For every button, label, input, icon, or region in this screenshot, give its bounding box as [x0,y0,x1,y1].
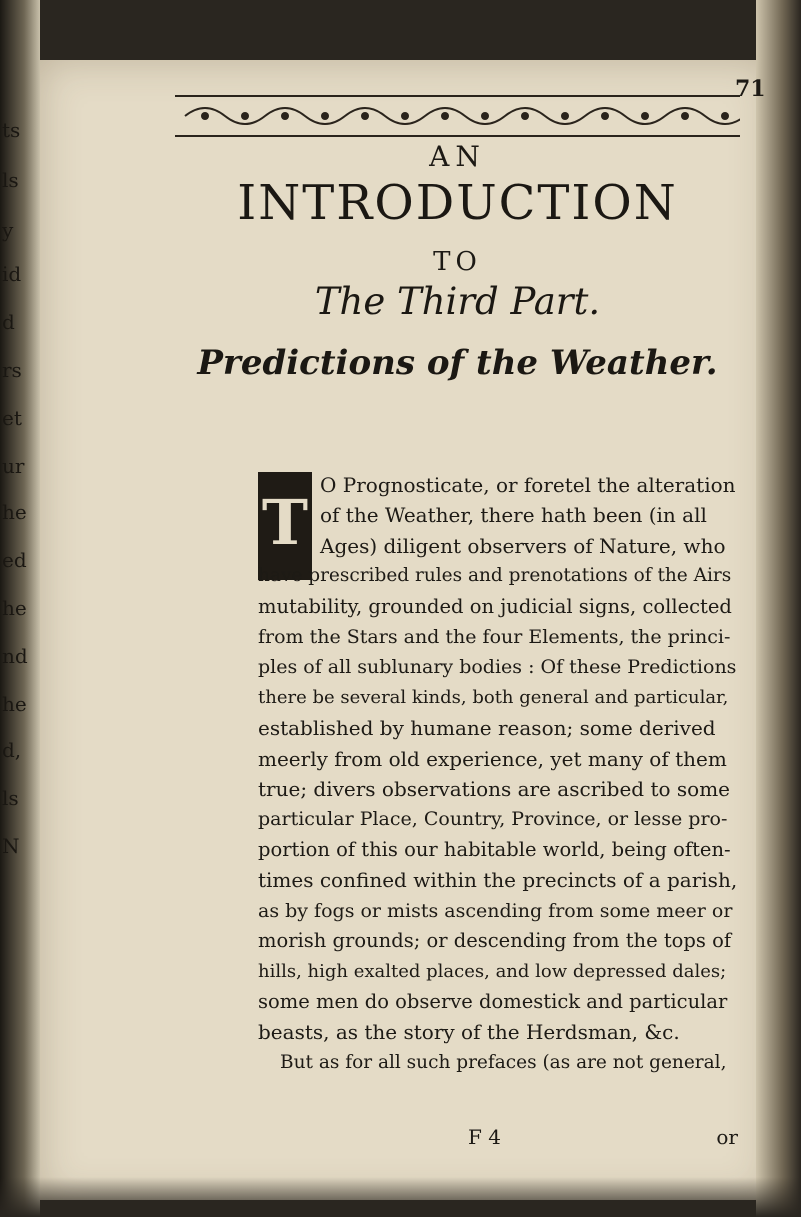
catchword: or [716,1125,738,1149]
edge-fragment: ed [2,548,27,572]
edge-fragment: he [2,692,27,716]
text-line: times confined within the precincts of a parish, [258,868,738,893]
ornament-band [175,95,740,137]
body-paragraph [258,470,738,1078]
edge-fragment: d, [2,738,22,762]
text-line: Ages) diligent observers of Nature, who [320,533,726,558]
text-line: meerly from old experience, yet many of them [258,746,727,771]
edge-fragment: he [2,500,27,524]
text-line: established by humane reason; some derived [258,716,716,741]
edge-fragment: et [2,406,22,430]
text-line: there be several kinds, both general and particular, [258,686,729,708]
text-line: portion of this our habitable world, being often- [258,837,731,861]
edge-fragment: N [2,834,20,858]
page-gutter-shadow [756,0,801,1217]
text-line: some men do observe domestick and particular [258,989,728,1013]
heading-an: AN [429,140,486,173]
text-line: mutability, grounded on judicial signs, collected [258,594,732,618]
edge-fragment: id [2,262,22,286]
text-line: O Prognosticate, or foretel the alteration [320,473,736,497]
text-line: beasts, as the story of the Herdsman, &c. [258,1020,680,1045]
edge-fragment: rs [2,358,22,382]
edge-fragment: ts [2,118,21,142]
heading-subject: Predictions of the Weather. [197,343,718,383]
edge-fragment: ls [2,786,19,810]
heading-to: TO [433,247,482,277]
facing-page-edge [0,0,40,1217]
ornament-pattern [175,97,740,135]
text-line: have prescribed rules and prenotations of the Airs [258,565,732,587]
text-line: morish grounds; or descending from the tops of [258,929,732,953]
edge-fragment: y [2,218,14,242]
heading-introduction: INTRODUCTION [237,175,678,231]
text-line: from the Stars and the four Elements, the princi- [258,626,731,649]
page-number: 71 [735,76,766,102]
text-line: particular Place, Country, Province, or lesse pro- [258,808,728,831]
text-line: hills, high exalted places, and low depressed dales; [258,960,727,982]
bottom-shadow [0,1177,801,1217]
edge-fragment: ur [2,454,25,478]
text-line: of the Weather, there hath been (in all [320,503,707,528]
edge-fragment: he [2,596,27,620]
edge-fragment: ls [2,168,19,192]
text-line: as by fogs or mists ascending from some meer or [258,899,733,922]
text-line: But as for all such prefaces (as are not general, [280,1051,727,1073]
text-line: ples of all sublunary bodies : Of these Predictions [258,656,737,679]
edge-fragment: d [2,310,15,334]
text-line: true; divers observations are ascribed to some [258,777,730,802]
drop-cap-letter: T [261,486,309,559]
edge-fragment: nd [2,644,28,668]
heading-part: The Third Part. [314,280,601,323]
signature-mark: F 4 [468,1125,501,1149]
